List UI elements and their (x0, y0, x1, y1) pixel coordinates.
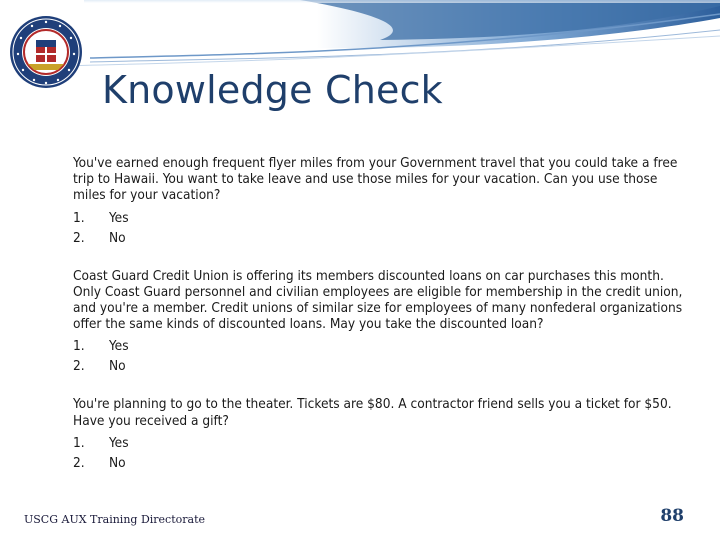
option-number: 1. (73, 434, 85, 451)
answer-option (73, 336, 683, 356)
option-label: No (109, 454, 126, 471)
question-list (73, 155, 683, 493)
option-label: No (109, 229, 126, 246)
question-3 (73, 396, 683, 472)
option-label: No (109, 358, 126, 375)
option-label: Yes (109, 434, 129, 451)
answer-option (73, 453, 683, 473)
answer-option (73, 228, 683, 248)
option-label: Yes (109, 338, 129, 355)
option-label: Yes (109, 209, 129, 226)
question-2 (73, 268, 683, 377)
question-1 (73, 155, 683, 248)
question-text: You've earned enough frequent flyer miles from your Government travel that you could take a free trip to Hawaii. You want to take leave and use those miles for your vacation. Can you use those miles for your vacation? (73, 155, 678, 204)
slide-title: Knowledge Check (102, 68, 443, 112)
answer-options (73, 336, 683, 376)
question-text: You're planning to go to the theater. Tickets are $80. A contractor friend sells you a ticket for $50. Have you received a gift? (73, 396, 672, 429)
footer-organization: USCG AUX Training Directorate (24, 513, 206, 526)
answer-options (73, 208, 683, 248)
question-text: Coast Guard Credit Union is offering its members discounted loans on car purchases this month. Only Coast Guard personnel and civilian employees are eligible for membership in the credit union, and you're a member. Credit unions of similar size for employees of many nonfederal organizations offer the same kinds of discounted loans. May you take the discounted loan? (73, 267, 683, 333)
auxiliary-seal-icon (8, 14, 84, 90)
option-number: 2. (73, 454, 85, 471)
answer-options (73, 433, 683, 473)
page-number: 88 (660, 506, 684, 526)
answer-option (73, 208, 683, 228)
option-number: 1. (73, 338, 85, 355)
option-number: 1. (73, 209, 85, 226)
option-number: 2. (73, 229, 85, 246)
answer-option (73, 433, 683, 453)
answer-option (73, 356, 683, 376)
option-number: 2. (73, 358, 85, 375)
